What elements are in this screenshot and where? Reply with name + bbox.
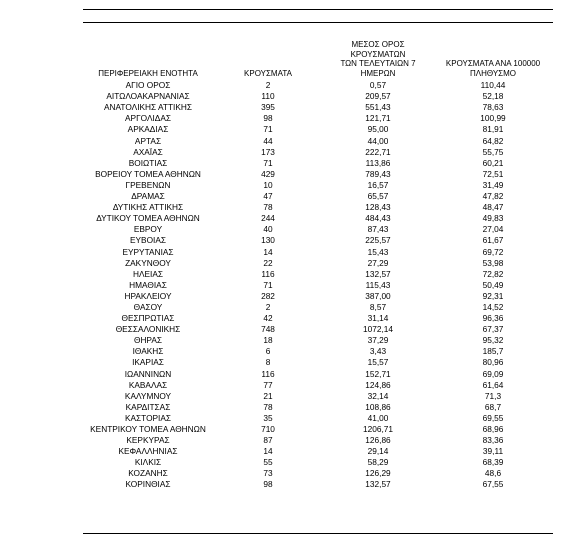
cell-cases: 748 [261,324,275,335]
cell-avg7: 126,29 [365,468,391,479]
cell-region: ΓΡΕΒΕΝΩΝ [125,179,171,190]
cell-avg7: 15,43 [367,246,389,257]
cell-avg7: 65,57 [367,191,389,202]
cell-region: ΚΙΛΚΙΣ [134,457,162,468]
cell-avg7: 124,86 [365,379,391,390]
table-row [83,280,553,291]
table-row [83,202,553,213]
cell-region: ΑΓΙΟ ΟΡΟΣ [125,80,171,91]
cell-per100k: 185,7 [482,346,504,357]
table-row [83,402,553,413]
cell-avg7: 128,43 [365,202,391,213]
table-row [83,468,553,479]
table-row [83,335,553,346]
cell-avg7: 44,00 [367,135,389,146]
cell-region: ΔΡΑΜΑΣ [131,191,165,202]
header-avg7-line2: ΤΩΝ ΤΕΛΕΥΤΑΙΩΝ 7 ΗΜΕΡΩΝ [340,59,416,78]
header-avg7-line1: ΜΕΣΟΣ ΟΡΟΣ ΚΡΟΥΣΜΑΤΩΝ [350,40,406,59]
header-per100k-line2: ΠΛΗΘΥΣΜΟ [469,68,517,78]
cell-cases: 71 [263,157,273,168]
cell-region: ΚΑΒΑΛΑΣ [128,379,168,390]
cell-region: ΑΡΓΟΛΙΔΑΣ [125,113,171,124]
cell-avg7: 222,71 [365,146,391,157]
cell-cases: 710 [261,424,275,434]
cell-avg7: 3,43 [369,346,387,357]
table-row [83,313,553,324]
cell-region: ΕΥΡΥΤΑΝΙΑΣ [122,246,174,257]
cell-per100k: 47,82 [482,191,504,202]
table-row [83,479,553,490]
table-row [83,213,553,224]
header-per100k [433,40,553,80]
cell-avg7: 113,86 [365,157,391,168]
cell-per100k: 92,31 [482,290,504,301]
cell-per100k: 14,52 [482,301,504,312]
cell-avg7: 789,43 [365,168,391,179]
cell-avg7: 551,43 [365,102,391,113]
cell-per100k: 31,49 [482,179,504,190]
table-row [83,224,553,235]
cell-cases: 244 [261,213,275,224]
cell-per100k: 68,7 [484,401,502,412]
top-rule [83,9,553,10]
table-row [83,91,553,102]
cell-per100k: 80,96 [482,357,504,368]
cell-per100k: 81,91 [482,124,504,135]
cell-avg7: 387,00 [365,290,391,301]
cell-cases: 71 [263,279,273,290]
table-row [83,246,553,257]
cell-avg7: 0,57 [369,80,387,91]
table-row [83,380,553,391]
table-row [83,169,553,180]
cell-per100k: 50,49 [482,279,504,290]
cell-per100k: 78,63 [482,102,504,113]
cell-avg7: 484,43 [365,213,391,224]
cell-avg7: 115,43 [365,279,391,290]
cell-region: ΘΕΣΠΡΩΤΙΑΣ [121,313,175,324]
cell-region: ΖΑΚΥΝΘΟΥ [125,257,171,268]
table-row [83,324,553,335]
cell-region: ΙΚΑΡΙΑΣ [132,357,164,368]
cell-avg7: 95,00 [367,124,389,135]
cell-per100k: 27,04 [482,224,504,235]
cell-cases: 98 [263,479,273,490]
table-row [83,102,553,113]
cell-region: ΚΑΡΔΙΤΣΑΣ [125,401,171,412]
cell-region: ΒΟΙΩΤΙΑΣ [128,157,168,168]
cell-per100k: 48,6 [484,468,502,479]
cell-per100k: 49,83 [482,213,504,224]
table-row [83,135,553,146]
cell-avg7: 152,71 [365,368,391,379]
cell-region: ΗΡΑΚΛΕΙΟΥ [124,290,172,301]
cell-per100k: 95,32 [482,335,504,346]
header-avg7 [323,40,433,80]
table-row [83,302,553,313]
cell-per100k: 110,44 [480,80,506,91]
cell-avg7: 225,57 [365,235,391,246]
cell-cases: 8 [265,357,271,368]
cell-cases: 47 [263,191,273,202]
cell-region: ΘΕΣΣΑΛΟΝΙΚΗΣ [115,324,181,335]
cell-region: ΚΑΛΥΜΝΟΥ [124,390,172,401]
bottom-rule [83,533,553,534]
cell-per100k: 96,36 [482,313,504,324]
cell-cases: 78 [263,202,273,213]
table-row [83,158,553,169]
cell-avg7: 15,57 [367,357,389,368]
table-row [83,413,553,424]
cell-region: ΔΥΤΙΚΟΥ ΤΟΜΕΑ ΑΘΗΝΩΝ [96,213,200,224]
header-cases: ΚΡΟΥΣΜΑΤΑ [244,68,292,78]
cell-region: ΚΟΖΑΝΗΣ [128,468,168,479]
cell-per100k: 72,51 [482,168,504,179]
cell-per100k: 61,67 [482,235,504,246]
table-row [83,457,553,468]
cell-cases: 35 [263,412,273,423]
cell-avg7: 58,29 [367,457,389,468]
cell-per100k: 53,98 [482,257,504,268]
cell-per100k: 69,72 [482,246,504,257]
cell-region: ΘΑΣΟΥ [133,301,163,312]
cell-cases: 18 [263,335,273,346]
table-row [83,124,553,135]
cell-cases: 116 [261,368,275,379]
cell-per100k: 60,21 [482,157,504,168]
cell-cases: 78 [263,401,273,412]
cell-avg7: 126,86 [365,435,391,446]
cell-avg7: 132,57 [365,479,391,490]
cell-region: ΑΡΚΑΔΙΑΣ [127,124,169,135]
cell-avg7: 132,57 [365,268,391,279]
cell-cases: 173 [261,146,275,157]
cell-cases: 87 [263,435,273,446]
cell-cases: 21 [263,390,273,401]
cell-per100k: 39,11 [482,446,504,457]
cell-cases: 77 [263,379,273,390]
table-row [83,147,553,158]
cell-avg7: 209,57 [365,91,391,102]
table-header-row [83,40,553,80]
cell-per100k: 64,82 [482,135,504,146]
cell-region: ΙΘΑΚΗΣ [132,346,164,357]
cell-region: ΔΥΤΙΚΗΣ ΑΤΤΙΚΗΣ [112,202,184,213]
table-row [83,258,553,269]
cell-avg7: 16,57 [367,179,389,190]
cell-avg7: 37,29 [367,335,389,346]
cell-region: ΘΗΡΑΣ [133,335,163,346]
cell-avg7: 1206,71 [363,424,393,434]
table-row [83,291,553,302]
cell-per100k: 69,09 [482,368,504,379]
table-row [83,446,553,457]
cell-cases: 116 [261,268,275,279]
cell-per100k: 61,64 [482,379,504,390]
cell-avg7: 108,86 [365,401,391,412]
cell-per100k: 68,96 [482,424,504,434]
cell-region: ΑΝΑΤΟΛΙΚΗΣ ΑΤΤΙΚΗΣ [103,102,193,113]
cell-per100k: 48,47 [482,202,504,213]
cell-region: ΑΙΤΩΛΟΑΚΑΡΝΑΝΙΑΣ [106,91,190,102]
cell-cases: 71 [263,124,273,135]
cell-region: ΚΕΝΤΡΙΚΟΥ ΤΟΜΕΑ ΑΘΗΝΩΝ [90,424,206,434]
table-row [83,346,553,357]
table-row [83,391,553,402]
cell-per100k: 52,18 [482,91,504,102]
cell-cases: 40 [263,224,273,235]
table-row [83,180,553,191]
cell-cases: 429 [261,168,275,179]
cell-avg7: 31,14 [367,313,389,324]
header-region: ΠΕΡΙΦΕΡΕΙΑΚΗ ΕΝΟΤΗΤΑ [98,68,198,78]
cell-cases: 6 [265,346,271,357]
cell-per100k: 55,75 [482,146,504,157]
cell-cases: 110 [261,91,275,102]
cell-per100k: 83,36 [482,435,504,446]
cell-region: ΒΟΡΕΙΟΥ ΤΟΜΕΑ ΑΘΗΝΩΝ [95,168,201,179]
table-row [83,191,553,202]
cell-per100k: 68,39 [482,457,504,468]
cell-avg7: 87,43 [367,224,389,235]
cell-per100k: 67,55 [482,479,504,490]
cell-region: ΚΟΡΙΝΘΙΑΣ [125,479,171,490]
table-row [83,357,553,368]
table-row [83,269,553,280]
cell-cases: 42 [263,313,273,324]
cell-cases: 73 [263,468,273,479]
cell-cases: 14 [263,446,273,457]
table-row [83,368,553,379]
cell-per100k: 100,99 [480,113,506,124]
cell-cases: 130 [261,235,275,246]
cell-avg7: 41,00 [367,412,389,423]
table-row [83,235,553,246]
cases-table [83,40,553,490]
table-body [83,80,553,490]
cell-per100k: 67,37 [482,324,504,335]
cell-cases: 14 [263,246,273,257]
cell-cases: 55 [263,457,273,468]
cell-cases: 22 [263,257,273,268]
cell-avg7: 32,14 [367,390,389,401]
cell-per100k: 69,55 [482,412,504,423]
cell-avg7: 27,29 [367,257,389,268]
cell-region: ΑΡΤΑΣ [134,135,162,146]
cell-region: ΙΩΑΝΝΙΝΩΝ [124,368,172,379]
cell-per100k: 72,82 [482,268,504,279]
cell-avg7: 121,71 [365,113,391,124]
cell-region: ΗΜΑΘΙΑΣ [129,279,167,290]
cell-region: ΕΥΒΟΙΑΣ [129,235,167,246]
cell-region: ΑΧΑΪΑΣ [133,146,163,157]
cell-region: ΗΛΕΙΑΣ [132,268,164,279]
cell-avg7: 1072,14 [363,324,393,335]
header-rule [83,22,553,23]
cell-avg7: 8,57 [369,301,387,312]
cell-region: ΚΕΦΑΛΛΗΝΙΑΣ [118,446,178,457]
cell-cases: 2 [265,301,271,312]
table-row [83,113,553,124]
cell-cases: 395 [261,102,275,113]
cell-cases: 282 [261,290,275,301]
cell-cases: 98 [263,113,273,124]
cell-region: ΚΑΣΤΟΡΙΑΣ [124,412,172,423]
cell-region: ΚΕΡΚΥΡΑΣ [126,435,170,446]
table-row [83,435,553,446]
cell-cases: 2 [265,80,271,91]
cell-avg7: 29,14 [367,446,389,457]
header-per100k-line1: ΚΡΟΥΣΜΑΤΑ ΑΝΑ 100000 [445,59,541,68]
cell-per100k: 71,3 [484,390,502,401]
cell-region: ΕΒΡΟΥ [133,224,163,235]
cell-cases: 44 [263,135,273,146]
table-row [83,80,553,91]
table-row [83,424,553,435]
cell-cases: 10 [263,179,273,190]
